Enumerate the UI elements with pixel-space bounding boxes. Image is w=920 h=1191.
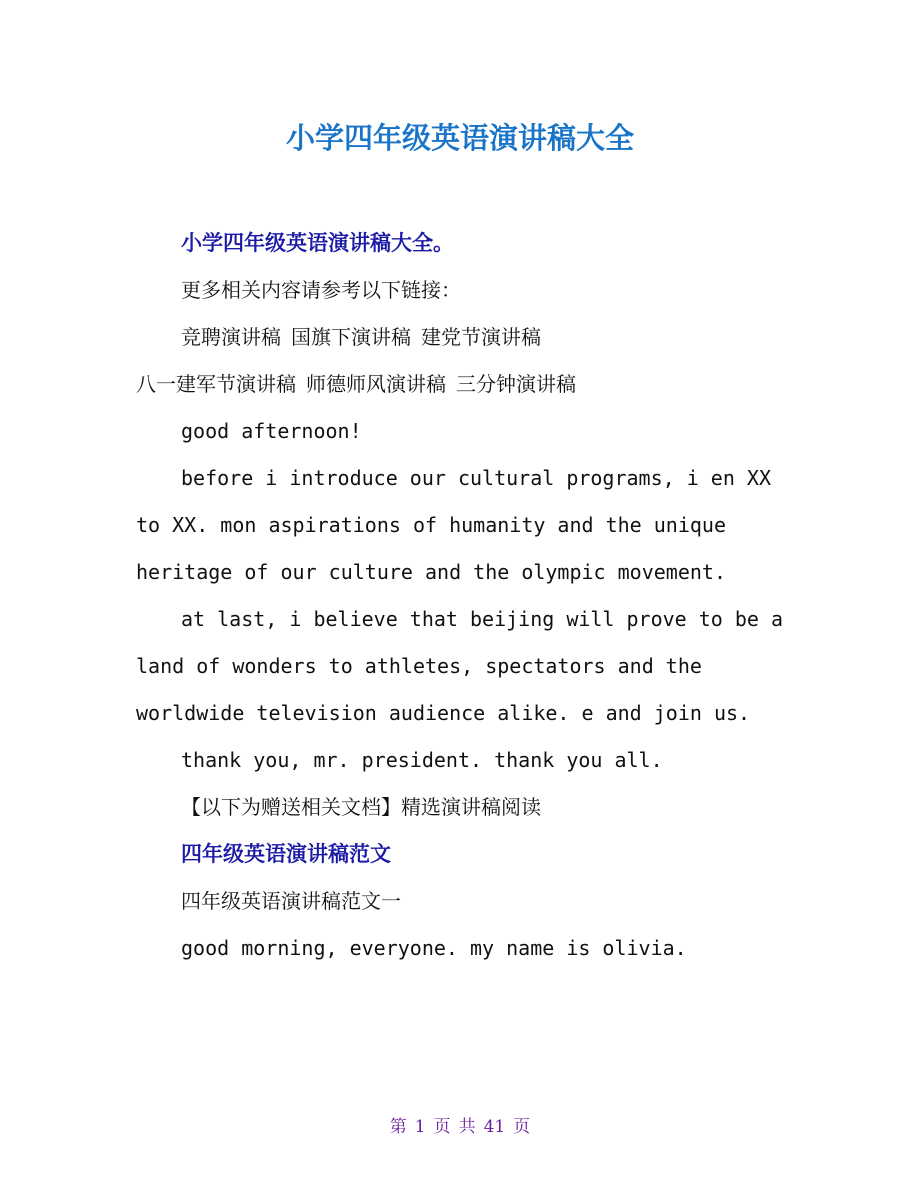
links-row-2 xyxy=(136,361,786,408)
link-flag-speech[interactable]: 国旗下演讲稿 xyxy=(291,325,411,349)
footer-page-number: 1 xyxy=(414,1117,426,1137)
footer-label-di: 第 xyxy=(389,1117,407,1137)
link-party-day-speech[interactable]: 建党节演讲稿 xyxy=(421,325,541,349)
paragraph-beijing-line3: worldwide television audience alike. e and join us. xyxy=(136,701,751,725)
page-title: 小学四年级英语演讲稿大全 xyxy=(285,121,634,155)
document-body xyxy=(136,220,786,972)
thanks-paragraph: thank you, mr. president. thank you all. xyxy=(181,748,663,772)
link-teacher-ethics-speech[interactable]: 师德师风演讲稿 xyxy=(306,372,446,396)
footer-label-ye: 页 xyxy=(433,1117,451,1137)
greeting-paragraph: good afternoon! xyxy=(181,419,362,443)
sample-greeting: good morning, everyone. my name is olivia. xyxy=(181,936,687,960)
link-three-minute-speech[interactable]: 三分钟演讲稿 xyxy=(456,372,576,396)
page-footer xyxy=(0,1112,920,1137)
related-docs-note: 【以下为赠送相关文档】精选演讲稿阅读 xyxy=(181,795,541,819)
subtitle-heading: 小学四年级英语演讲稿大全。 xyxy=(181,231,454,255)
intro-paragraph: 更多相关内容请参考以下链接： xyxy=(181,278,461,302)
paragraph-cultural-line2: to XX. mon aspirations of humanity and the unique xyxy=(136,513,727,537)
footer-label-ye2: 页 xyxy=(513,1117,531,1137)
footer-total-pages: 41 xyxy=(483,1117,506,1137)
link-army-day-speech[interactable]: 八一建军节演讲稿 xyxy=(136,372,296,396)
sample-title: 四年级英语演讲稿范文一 xyxy=(181,889,401,913)
paragraph-beijing-line1: at last, i believe that beijing will prove to be a xyxy=(181,607,784,631)
paragraph-cultural-line3: heritage of our culture and the olympic movement. xyxy=(136,560,727,584)
paragraph-cultural-line1: before i introduce our cultural programs, i en XX xyxy=(181,466,772,490)
section-heading: 四年级英语演讲稿范文 xyxy=(181,842,391,866)
link-competition-speech[interactable]: 竞聘演讲稿 xyxy=(181,325,281,349)
paragraph-beijing-line2: land of wonders to athletes, spectators and the xyxy=(136,654,702,678)
links-row-1 xyxy=(136,314,786,361)
footer-label-gong: 共 xyxy=(458,1117,476,1137)
